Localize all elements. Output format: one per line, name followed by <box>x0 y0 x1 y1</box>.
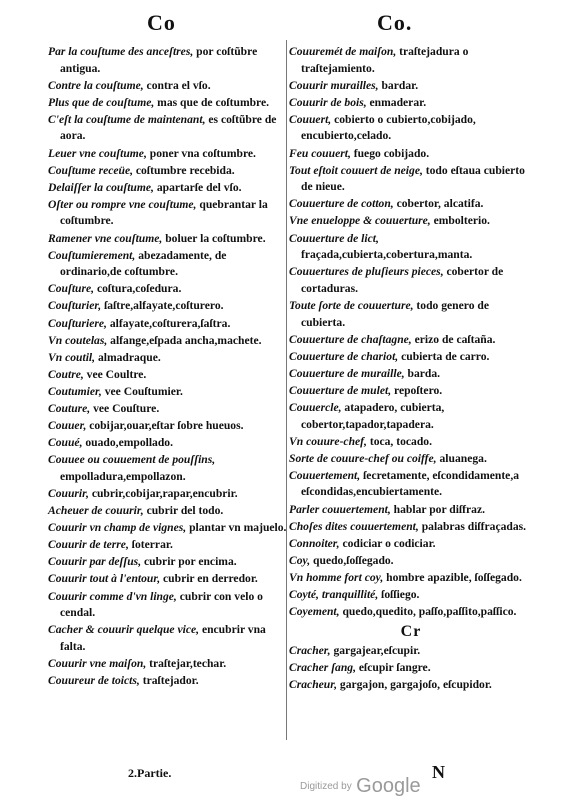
entry-definition: ſoterrar. <box>128 538 173 552</box>
entry-headword: Couuremét de maiſon, <box>289 45 397 58</box>
entry-definition: traſtejador. <box>139 673 199 687</box>
entry-definition: coſtumbre recebida. <box>133 163 235 177</box>
entry-definition: hablar por diſfraz. <box>390 502 486 516</box>
entry-headword: Vne enueloppe & couuerture, <box>289 214 431 228</box>
dictionary-entry <box>289 44 533 77</box>
entry-headword: Leuer vne couſtume, <box>48 146 147 160</box>
entry-definition: alfayate,coſturera,ſaſtra. <box>106 316 231 330</box>
dictionary-entry <box>48 146 288 163</box>
dictionary-entry <box>48 673 288 690</box>
entry-headword: Couſturier, <box>48 299 102 313</box>
right-entries-after <box>289 643 533 694</box>
dictionary-entry <box>48 44 288 77</box>
entry-definition: bardar. <box>378 78 419 92</box>
entry-headword: C'eſt la couſtume de maintenant, <box>48 112 206 126</box>
dictionary-entry <box>289 264 533 297</box>
entry-headword: Couuerture de muraille, <box>289 366 405 380</box>
entry-definition: contra el vſo. <box>143 78 211 92</box>
dictionary-entry <box>289 213 533 230</box>
entry-definition: almadraque. <box>95 350 161 364</box>
digitized-watermark <box>300 775 421 798</box>
entry-headword: Couture, <box>48 401 91 415</box>
entry-headword: Delaiſſer la couſtume, <box>48 180 154 194</box>
dictionary-entry <box>289 349 533 366</box>
entry-definition: poner vna coſtumbre. <box>146 146 256 160</box>
entry-headword: Choſes dites couuertement, <box>289 519 419 533</box>
entry-headword: Couurir vne maiſon, <box>48 656 147 670</box>
part-label: 2.Partie. <box>128 766 172 780</box>
entry-definition: boluer la coſtumbre. <box>162 231 266 245</box>
entry-headword: Couuee ou couuement de pouſſins, <box>48 453 216 467</box>
right-column <box>289 44 533 694</box>
entry-headword: Vn couure-chef, <box>289 434 367 448</box>
entry-headword: Vn homme fort coy, <box>289 570 384 584</box>
dictionary-entry <box>48 452 288 485</box>
entry-definition: cobertor de cortaduras. <box>301 265 504 295</box>
dictionary-entry <box>48 401 288 418</box>
entry-definition: ouado,empollado. <box>82 436 173 450</box>
entry-definition: cobijar,ouar,eſtar ſobre hueuos. <box>86 419 244 433</box>
entry-definition: palabras diſfraçadas. <box>418 519 527 533</box>
entry-headword: Coyté, tranquillité, <box>289 588 379 601</box>
entry-headword: Couurir, <box>48 486 89 500</box>
dictionary-entry <box>48 197 288 230</box>
dictionary-entry <box>289 519 533 536</box>
entry-definition: por coſtũbre antigua. <box>60 45 258 75</box>
entry-definition: enmaderar. <box>366 95 427 109</box>
entry-headword: Couuerture de mulet, <box>289 383 392 397</box>
dictionary-entry <box>289 95 533 112</box>
entry-headword: Couureur de toicts, <box>48 673 140 687</box>
dictionary-entry <box>289 434 533 451</box>
entry-definition: todo eſtaua cubierto de nieue. <box>301 163 525 194</box>
entry-headword: Toute ſorte de couuerture, <box>289 298 414 312</box>
dictionary-entry <box>289 366 533 383</box>
entry-definition: abezadamente, de ordinario,de coſtumbre. <box>60 248 227 279</box>
dictionary-entry <box>289 677 533 694</box>
dictionary-entry <box>289 536 533 553</box>
entry-headword: Couurir tout à l'entour, <box>48 572 161 586</box>
entry-headword: Couurir de bois, <box>289 95 367 109</box>
signature-mark: N <box>432 762 445 782</box>
entry-definition: cubrir por encima. <box>141 555 237 569</box>
section-heading: Cr <box>400 622 422 640</box>
dictionary-entry <box>48 112 288 145</box>
entry-definition: gargajear,eſcupir. <box>330 643 421 657</box>
dictionary-entry <box>48 333 288 350</box>
entry-headword: Couuertement, <box>289 468 361 482</box>
right-entries <box>289 44 533 621</box>
dictionary-entry <box>289 298 533 331</box>
entry-definition: empolladura,empollazon. <box>60 469 186 483</box>
entry-definition: barda. <box>404 366 441 380</box>
entry-headword: Cracher ſang, <box>289 660 356 674</box>
entry-definition: ſecretamente, eſcondidamente,a eſcondidas,encubiertamente. <box>301 468 520 499</box>
entry-definition: atapadero, cubierta, cobertor,tapador,tapadera. <box>301 400 445 431</box>
entry-headword: Ramener vne couſtume, <box>48 231 163 245</box>
entry-headword: Couuerture de chaſtagne, <box>289 332 412 346</box>
dictionary-entry <box>48 231 288 248</box>
left-column <box>48 44 288 690</box>
entry-headword: Cracher, <box>289 643 331 657</box>
entry-headword: Couſture, <box>48 282 95 296</box>
entry-definition: fraçada,cubierta,cobertura,manta. <box>301 248 473 262</box>
entry-headword: Cacher & couurir quelque vice, <box>48 623 200 637</box>
entry-headword: Tout eſtoit couuert de neige, <box>289 163 423 177</box>
dictionary-entry <box>48 316 288 333</box>
entry-headword: Sorte de couure-chef ou coiffe, <box>289 451 437 465</box>
entry-definition: plantar vn majuelo. <box>186 521 287 535</box>
entry-headword: Couué, <box>48 436 83 450</box>
entry-headword: Par la couſtume des anceſtres, <box>48 45 194 58</box>
dictionary-entry <box>289 570 533 587</box>
dictionary-entry <box>48 248 288 281</box>
entry-headword: Cracheur, <box>289 677 337 691</box>
dictionary-entry <box>48 435 288 452</box>
entry-headword: Couuerture de cotton, <box>289 197 394 211</box>
entry-headword: Couuerture de lict, <box>289 231 379 245</box>
dictionary-entry <box>48 520 288 537</box>
dictionary-entry <box>289 383 533 400</box>
entry-definition: vee Couſture. <box>90 401 160 415</box>
entry-headword: Connoiter, <box>289 536 340 550</box>
dictionary-entry <box>289 112 533 145</box>
dictionary-entry <box>48 537 288 554</box>
dictionary-entry <box>48 298 288 315</box>
entry-definition: quedo,ſoſſegado. <box>310 553 394 567</box>
entry-headword: Couuerture de chariot, <box>289 349 399 363</box>
dictionary-entry <box>48 350 288 367</box>
dictionary-entry <box>289 231 533 264</box>
entry-definition: cubrir con velo o cendal. <box>60 589 263 620</box>
entry-definition: mas que de coſtumbre. <box>154 95 270 109</box>
dictionary-entry <box>48 486 288 503</box>
dictionary-entry <box>289 502 533 519</box>
dictionary-entry <box>48 180 288 197</box>
entry-definition: ſoſſiego. <box>378 588 420 601</box>
entry-headword: Acheuer de couurir, <box>48 504 144 518</box>
entry-headword: Couſtume receüe, <box>48 163 134 177</box>
dictionary-entry <box>48 589 288 622</box>
entry-definition: es coſtũbre de aora. <box>60 112 277 143</box>
entry-headword: Coutumier, <box>48 384 102 398</box>
dictionary-entry <box>289 451 533 468</box>
entry-headword: Couurir de terre, <box>48 538 129 552</box>
dictionary-entry <box>289 196 533 213</box>
dictionary-entry <box>289 604 533 621</box>
entry-definition: ſaſtre,alfayate,coſturero. <box>101 299 224 313</box>
dictionary-entry <box>48 384 288 401</box>
dictionary-entry <box>48 78 288 95</box>
entry-definition: traſtejar,techar. <box>146 656 227 670</box>
entry-definition: hombre apazible, ſoſſegado. <box>383 570 522 584</box>
entry-definition: alfange,eſpada ancha,machete. <box>107 333 262 347</box>
running-head-right: Co. <box>377 10 413 35</box>
dictionary-entry <box>48 367 288 384</box>
dictionary-entry <box>289 78 533 95</box>
entry-definition: vee Coultre. <box>83 367 147 381</box>
entry-definition: fuego cobijado. <box>350 146 430 160</box>
entry-definition: erizo de caſtaña. <box>411 332 496 346</box>
entry-definition: cubrir en derredor. <box>160 572 258 586</box>
entry-definition: apartarſe del vſo. <box>153 180 242 194</box>
entry-definition: todo genero de cubierta. <box>301 298 489 329</box>
dictionary-entry <box>289 163 533 196</box>
entry-headword: Couſturiere, <box>48 316 107 330</box>
dictionary-entry <box>289 553 533 570</box>
entry-headword: Couuert, <box>289 112 332 126</box>
entry-definition: vee Couſtumier. <box>101 384 183 398</box>
entry-headword: Coy, <box>289 553 311 567</box>
entry-headword: Vn coutil, <box>48 350 96 364</box>
entry-headword: Contre la couſtume, <box>48 78 144 92</box>
entry-headword: Feu couuert, <box>289 146 351 160</box>
entry-headword: Plus que de couſtume, <box>48 95 155 109</box>
entry-headword: Vn coutelas, <box>48 333 108 347</box>
entry-definition: cubierta de carro. <box>398 349 490 363</box>
entry-definition: cobierto o cubierto,cobijado, encubierto,celado. <box>301 112 476 143</box>
dictionary-entry <box>48 418 288 435</box>
entry-headword: Oſter ou rompre vne couſtume, <box>48 197 197 211</box>
entry-headword: Couuer, <box>48 419 87 433</box>
entry-headword: Couurir murailles, <box>289 78 379 92</box>
entry-definition: cubrir,cobijar,rapar,encubrir. <box>88 486 238 500</box>
entry-definition: toca, tocado. <box>366 434 432 448</box>
entry-definition: quedo,quedito, paſſo,paſſito,paſſico. <box>339 605 517 619</box>
dictionary-entry <box>48 656 288 673</box>
entry-headword: Coyement, <box>289 605 340 619</box>
entry-definition: traſtejadura o traſtejamiento. <box>301 45 469 75</box>
dictionary-entry <box>48 554 288 571</box>
dictionary-entry <box>289 468 533 501</box>
entry-definition: codiciar o codiciar. <box>339 536 436 550</box>
dictionary-entry <box>48 281 288 298</box>
dictionary-entry <box>48 622 288 655</box>
dictionary-entry <box>289 332 533 349</box>
running-head-left: Co <box>147 10 176 35</box>
dictionary-entry <box>289 643 533 660</box>
entry-definition: coſtura,coſedura. <box>94 282 182 296</box>
entry-headword: Couſtumierement, <box>48 248 136 262</box>
dictionary-entry <box>289 587 533 604</box>
entry-definition: repoſtero. <box>391 383 443 397</box>
dictionary-entry <box>48 571 288 588</box>
entry-headword: Parler couuertement, <box>289 502 391 516</box>
entry-definition: embolterio. <box>430 214 490 228</box>
entry-definition: cubrir del todo. <box>143 504 224 518</box>
entry-headword: Couuercle, <box>289 400 342 414</box>
entry-definition: gargajon, gargajoſo, eſcupidor. <box>337 677 492 691</box>
watermark-prefix: Digitized by <box>300 781 352 792</box>
dictionary-entry <box>289 660 533 677</box>
dictionary-entry <box>289 400 533 433</box>
watermark-brand: Google <box>356 775 421 797</box>
entry-definition: cobertor, alcatifa. <box>393 197 484 211</box>
dictionary-entry <box>48 95 288 112</box>
dictionary-entry <box>289 146 533 163</box>
entry-headword: Coutre, <box>48 367 84 381</box>
dictionary-entry <box>48 503 288 520</box>
entry-definition: eſcupir ſangre. <box>356 660 431 674</box>
entry-definition: quebrantar la coſtumbre. <box>60 197 268 228</box>
entry-headword: Couuertures de pluſieurs pieces, <box>289 265 444 279</box>
entry-headword: Couurir vn champ de vignes, <box>48 521 187 535</box>
entry-headword: Couurir comme d'vn linge, <box>48 589 177 603</box>
entry-definition: aluanega. <box>436 451 487 465</box>
dictionary-entry <box>48 163 288 180</box>
entry-headword: Couurir par deſſus, <box>48 555 142 569</box>
entry-definition: encubrir vna falta. <box>60 623 266 653</box>
